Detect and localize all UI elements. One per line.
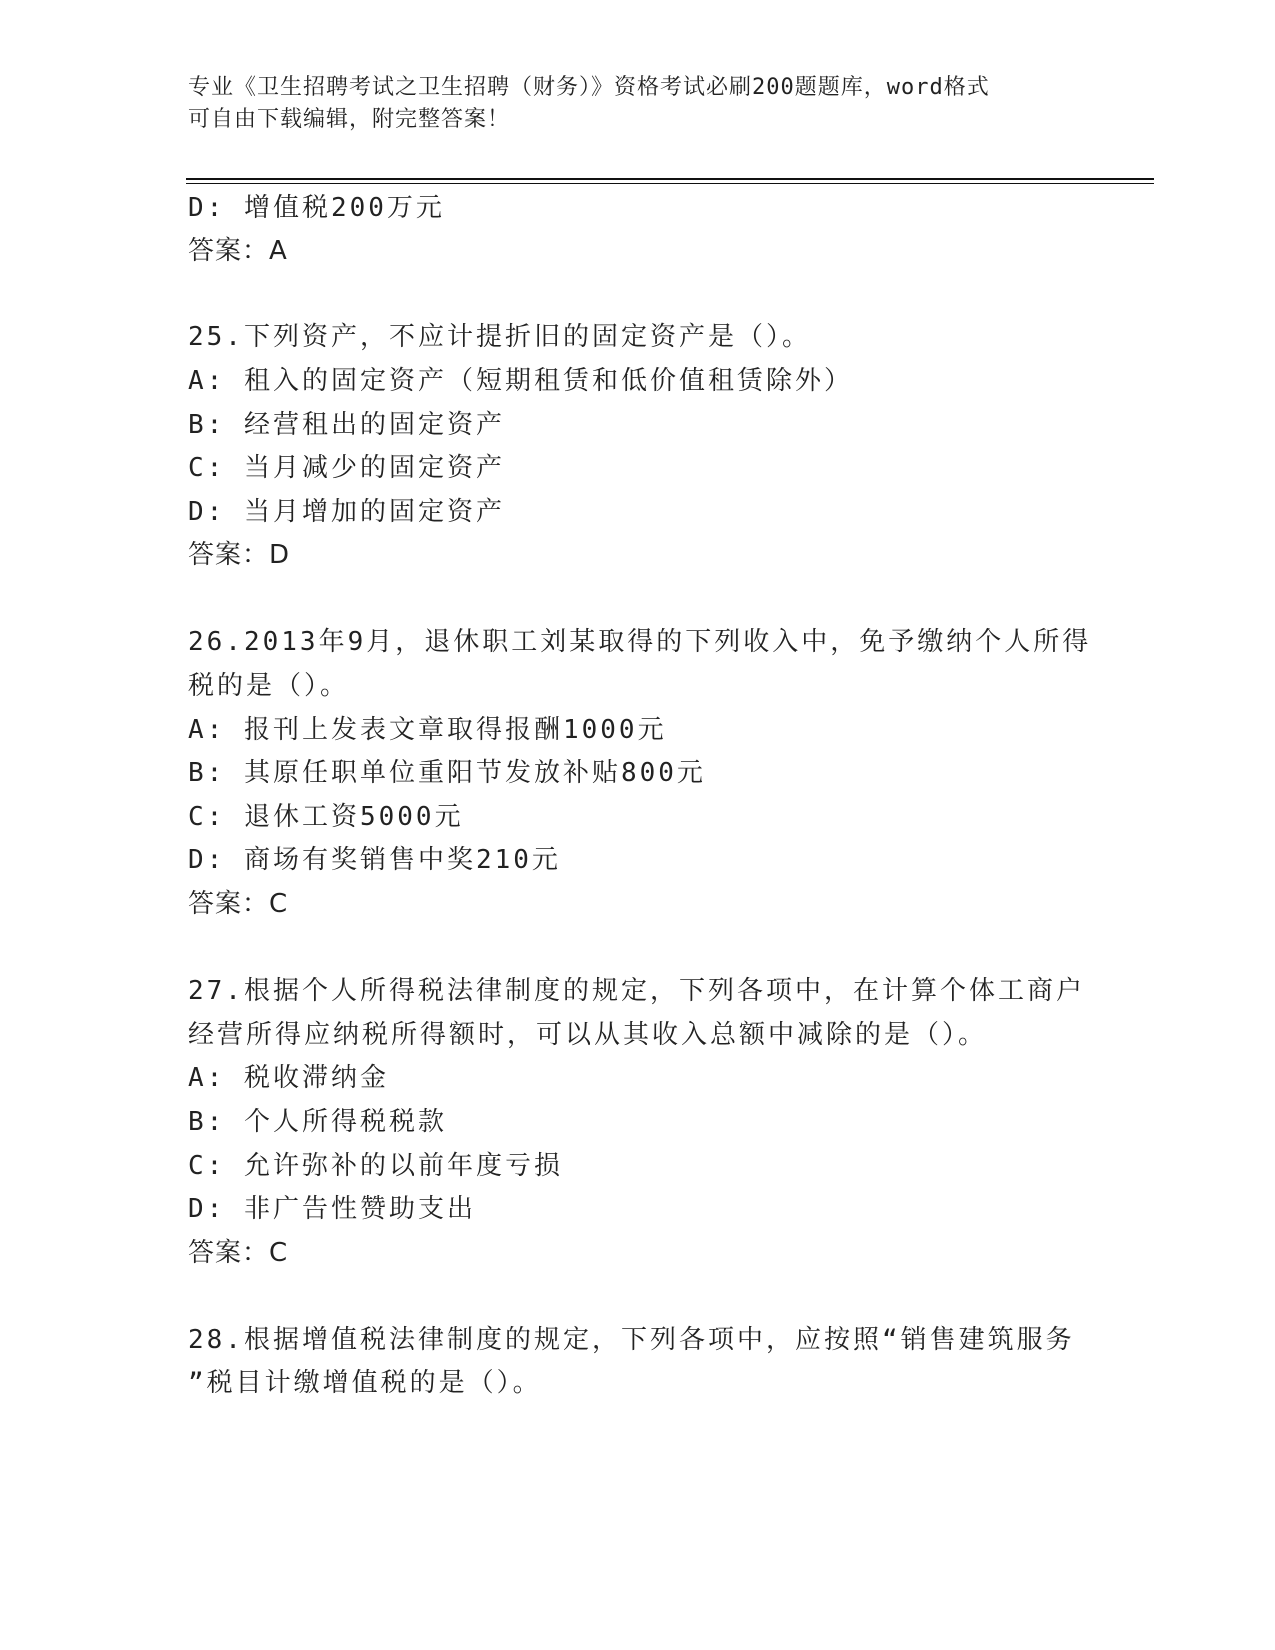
q27-question-line-1: 27.根据个人所得税法律制度的规定，下列各项中，在计算个体工商户 xyxy=(188,976,1085,1006)
q27-option-d: D: 非广告性赞助支出 xyxy=(188,1194,476,1224)
q26-question-line-1: 26.2013年9月，退休职工刘某取得的下列收入中，免予缴纳个人所得 xyxy=(188,627,1092,657)
q27-option-a: A: 税收滞纳金 xyxy=(188,1063,389,1093)
header-divider-thin xyxy=(186,183,1154,184)
prev-answer: 答案：A xyxy=(188,236,288,266)
q26-option-c: C: 退休工资5000元 xyxy=(188,802,464,832)
q25-option-d: D: 当月增加的固定资产 xyxy=(188,497,505,527)
q25-option-c: C: 当月减少的固定资产 xyxy=(188,453,505,483)
q27-answer: 答案：C xyxy=(188,1238,289,1268)
q26-option-d: D: 商场有奖销售中奖210元 xyxy=(188,845,561,875)
q26-question-line-2: 税的是（）。 xyxy=(188,671,350,701)
document-header xyxy=(188,72,1088,136)
header-line-2: 可自由下载编辑，附完整答案！ xyxy=(188,107,511,132)
q26-option-b: B: 其原任职单位重阳节发放补贴800元 xyxy=(188,758,706,788)
q27-option-b: B: 个人所得税税款 xyxy=(188,1107,447,1137)
q25-option-b: B: 经营租出的固定资产 xyxy=(188,410,505,440)
q25-question: 25.下列资产，不应计提折旧的固定资产是（）。 xyxy=(188,322,811,352)
q26-option-a: A: 报刊上发表文章取得报酬1000元 xyxy=(188,715,667,745)
q25-option-a: A: 租入的固定资产（短期租赁和低价值租赁除外） xyxy=(188,366,853,396)
header-divider-thick xyxy=(186,178,1154,180)
q27-option-c: C: 允许弥补的以前年度亏损 xyxy=(188,1151,563,1181)
q28-question-line-2: ”税目计缴增值税的是（）。 xyxy=(188,1368,542,1398)
q26-answer: 答案：C xyxy=(188,889,289,919)
q27-question-line-2: 经营所得应纳税所得额时，可以从其收入总额中减除的是（）。 xyxy=(188,1020,988,1050)
q28-question-line-1: 28.根据增值税法律制度的规定，下列各项中，应按照“销售建筑服务 xyxy=(188,1325,1075,1355)
header-line-1: 专业《卫生招聘考试之卫生招聘（财务）》资格考试必刷200题题库，word格式 xyxy=(188,75,990,100)
q25-answer: 答案：D xyxy=(188,540,291,570)
prev-option-d: D: 增值税200万元 xyxy=(188,193,445,223)
